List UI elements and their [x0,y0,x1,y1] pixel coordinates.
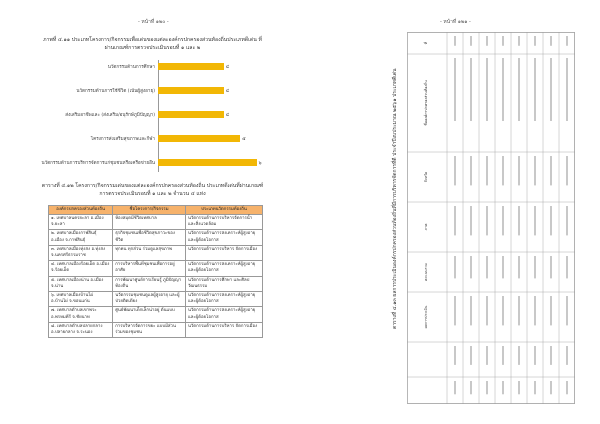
cell-org: ๘. เทศบาลตำบลปลายกลาง อ.ปลายกลาง จ.ระนอง [49,322,113,337]
cell-type: นวัตกรรมด้านการบริหาร จัดการเมือง [185,322,262,337]
table-border [408,33,575,404]
cell-project: ทุกคน ทุกส่วน ร่วมดูแลสุขภาพ [113,245,186,260]
page-number: - หน้าที่ ๑๒๑ - [440,19,471,25]
rotated-table-caption: ตารางที่ ๔.๑๓ ผลการประเมินองค์กรปกครองส่วนท้องถิ่นที่มีการบริหารจัดการที่ดี ประจำปีงบประมาณ ๒๕๖๑ ประเภทดีเด่น [392,68,398,329]
figure-title: ภาพที่ ๔.๑๑ ประเภทโครงการ/กิจกรรมเพื่อเด่นของแต่ละองค์กรปกครองส่วนท้องถิ่นประเภทดีเด่น ที่ผ่านเกณฑ์การตรวจประเมินรอบที่ ๑ และ ๒ [43,37,262,51]
projects-table [48,205,263,338]
rotated-results-table [407,32,575,404]
bar [158,111,224,118]
cell-project: ศูนย์พัฒนาเด็กเล็กน่าอยู่ ต้นแบบ [113,307,186,322]
bar [158,159,257,166]
bar-category-label: นวัตกรรมด้านการบริหารจัดการแก่ชุมชนหรือเครือข่ายอื่น [41,161,155,166]
cell-project: นวัตกรรมชุมชนดูแลผู้สูงอายุ และผู้ป่วยติดเตียง [113,292,186,307]
cell-type: นวัตกรรมด้านการศึกษา และศิลปวัฒนธรรม [185,276,262,291]
table-row [49,276,263,291]
column-header: คะแนนรวม [424,263,428,281]
cell-type: นวัตกรรมด้านการบริหารจัดการน้ำ และสิ่งแวดล้อม [185,215,262,230]
cell-org: ๗. เทศบาลตำบลเขาพระ อ.พรหมคีรี จ.ชัยนาท [49,307,113,322]
page-number: - หน้าที่ ๑๒๐ - [138,19,169,25]
bar-category-label: นวัตกรรมด้านการศึกษา [107,65,155,70]
table-title: ตารางที่ ๔.๑๒ โครงการ/กิจกรรมเด่นของแต่ละองค์กรปกครองส่วนท้องถิ่น ประเภทดีเด่นที่ผ่านเกณฑ์การตรวจประเมินรอบที่ ๑ และ ๒ จำนวน ๔ แห่ง [41,183,264,197]
cell-org: ๑. เทศบาลนครยะลา อ.เมือง จ.ยะลา [49,215,113,230]
bar [158,135,240,142]
cell-org: ๕. เทศบาลเมืองน่าน อ.เมือง จ.น่าน [49,276,113,291]
bar-value-label: ๕ [242,137,246,142]
cell-type: นวัตกรรมด้านการสงเคราะห์ผู้สูงอายุ และผู้ด้อยโอกาส [185,230,262,245]
column-header: ชื่อองค์กรปกครองส่วนท้องถิ่น [424,80,428,126]
cell-org: ๖. เทศบาลเมืองบ้านไผ่ อ.บ้านไผ่ จ.ขอนแก่น [49,292,113,307]
cell-type: นวัตกรรมด้านการบริหาร จัดการเมือง [185,245,262,260]
bar-category-label: ส่งเสริมอาชีพและ (ส่งเสริม/อนุรักษ์ภูมิปัญญา) [65,113,155,118]
table-row [49,307,263,322]
table-row [49,261,263,276]
bar-category-label: นวัตกรรมด้านการใช้ชีวิต (เน้นผู้สูงอายุ) [76,89,155,94]
header-org: องค์กรปกครองส่วนท้องถิ่น [49,206,113,215]
table-row [49,215,263,230]
table-row [49,322,263,337]
cell-project: การบริหารพื้นที่ชุมชนเพื่อการอยู่อาศัย [113,261,186,276]
table-row [49,245,263,260]
cell-project: ธุรกิจชุมชนเพื่อชีวิตสุขภาวะของชีวิต [113,230,186,245]
cell-project: การพัฒนาศูนย์การเรียนรู้ ภูมิปัญญาท้องถิ่น [113,276,186,291]
cell-type: นวัตกรรมด้านการสงเคราะห์ผู้สูงอายุ และผู้ด้อยโอกาส [185,307,262,322]
bar [158,87,224,94]
cell-type: นวัตกรรมด้านการสงเคราะห์ผู้สูงอายุ และผู้ด้อยโอกาส [185,261,262,276]
cell-org: ๒. เทศบาลเมืองกาฬสินธุ์ อ.เมือง จ.กาฬสินธุ์ [49,230,113,245]
header-type: ประเภทนวัตกรรมท้องถิ่น [185,206,262,215]
bar-value-label: ๔ [225,113,230,118]
bar [158,63,224,70]
column-header: ที่ [424,41,428,45]
table-row [49,292,263,307]
bar-value-label: ๖ [258,161,262,166]
cell-org: ๔. เทศบาลเมืองร้อยเอ็ด อ.เมือง จ.ร้อยเอ็ด [49,261,113,276]
column-header: ผลการประเมิน [424,305,428,329]
column-header: ภาค [424,223,428,231]
table-row [49,230,263,245]
header-project: ชื่อโครงการ/กิจกรรม [113,206,186,215]
bar-chart [40,58,270,176]
bar-value-label: ๔ [225,65,230,70]
table-header-row [49,206,263,215]
column-header: จังหวัด [424,171,428,183]
bar-category-label: โครงการส่งเสริมสุขภาพและกีฬา [90,137,155,142]
cell-org: ๓. เทศบาลเมืองทุ่งสง อ.ทุ่งสง จ.นครศรีธรรมราช [49,245,113,260]
cell-project: ห้องสมุดมีชีวิตเทศบาล [113,215,186,230]
cell-type: นวัตกรรมด้านการสงเคราะห์ผู้สูงอายุ และผู้ด้อยโอกาส [185,292,262,307]
cell-project: การบริหารจัดการขยะ แบบมีส่วนร่วมของชุมชน [113,322,186,337]
bar-value-label: ๔ [225,89,230,94]
